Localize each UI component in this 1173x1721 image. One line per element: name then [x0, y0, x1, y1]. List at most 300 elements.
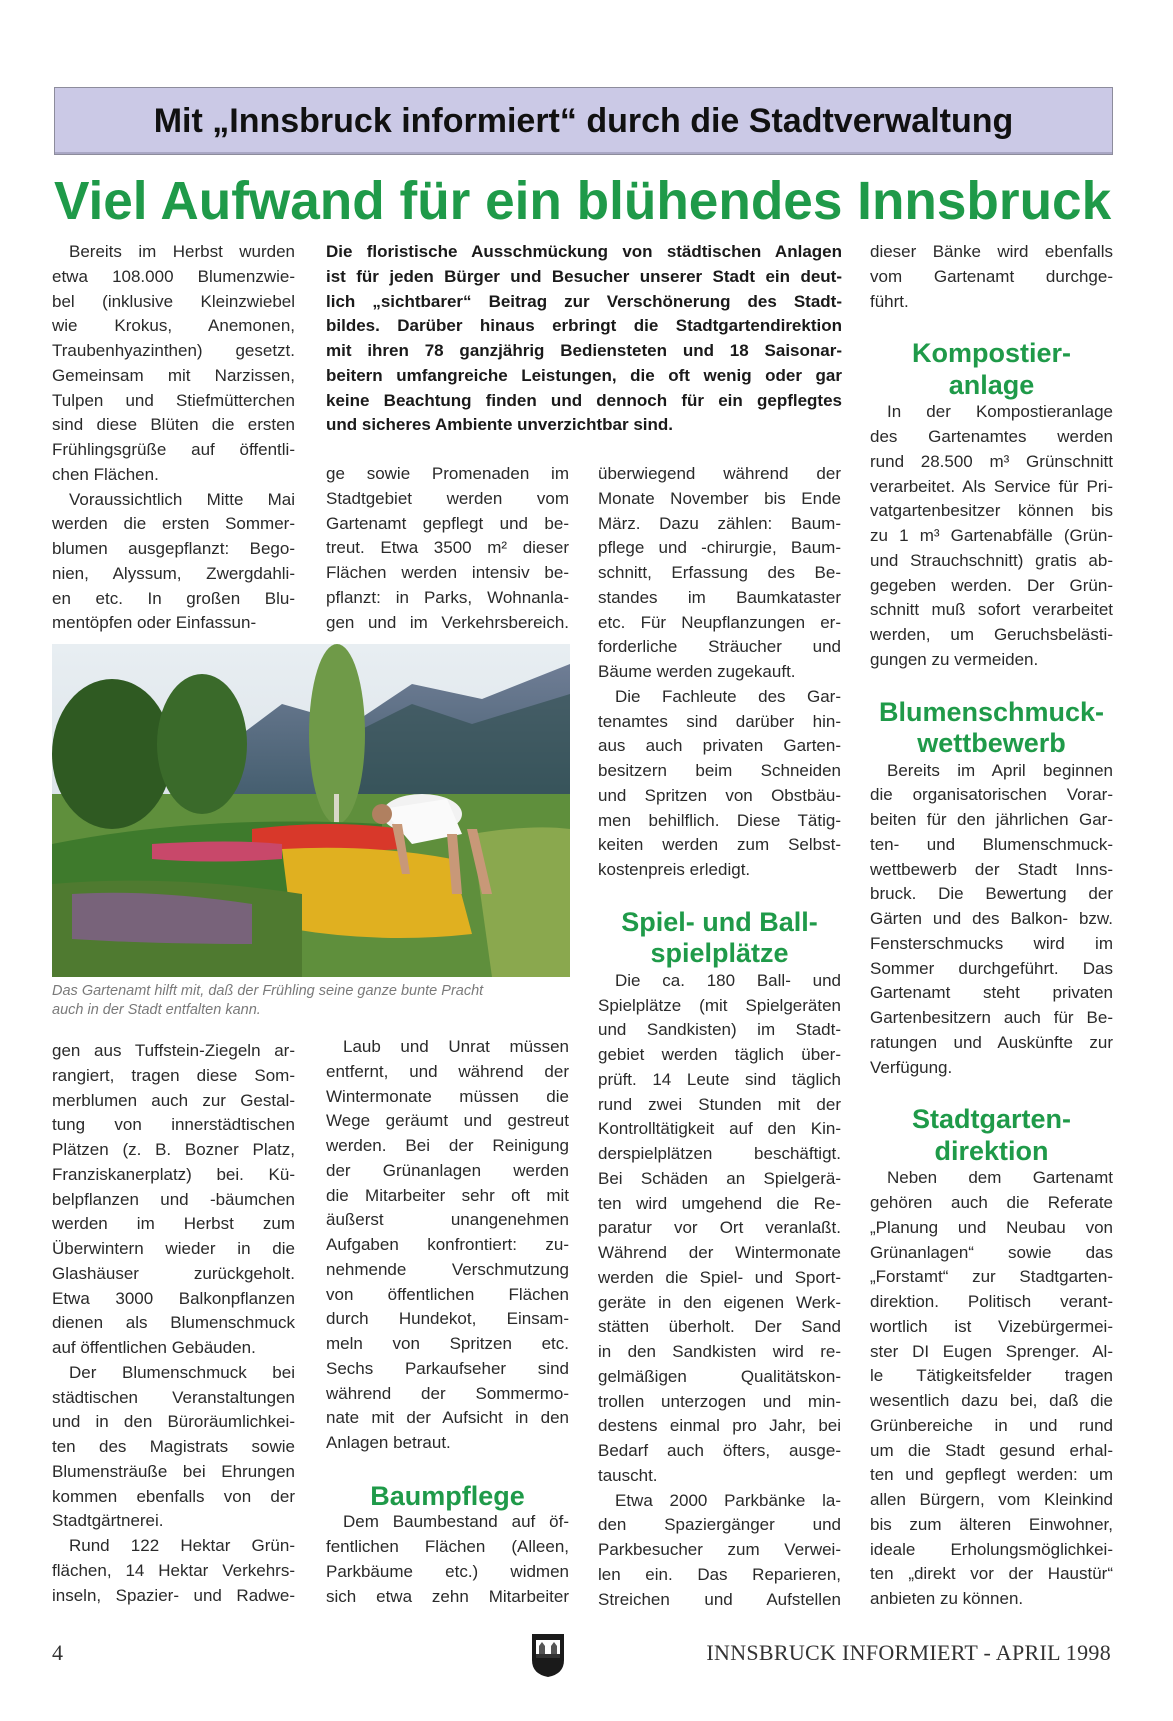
text-line-content: Gartenamt steht privaten [870, 983, 1113, 1003]
text-line-content: blumen ausgepflanzt: Bego- [52, 539, 295, 558]
text-line [598, 1464, 841, 1489]
garden-photo [52, 644, 570, 977]
section-heading-line: Baumpflege [370, 1480, 525, 1511]
text-line-content: beiten für den jährlichen Gar- [870, 810, 1113, 829]
text-line-content: werden die Spiel- und Sport- [598, 1267, 841, 1287]
text-line-content: pflanzt: in Parks, Wohnanla- [326, 587, 569, 607]
text-line-content: Laub und Unrat müssen [343, 1037, 569, 1056]
text-line [870, 1538, 1113, 1563]
paragraph [870, 759, 1113, 1081]
text-line [870, 1562, 1113, 1587]
text-line [598, 1365, 841, 1390]
text-line [52, 1237, 295, 1262]
article-lead [326, 240, 842, 438]
text-line-content: bruck. Die Bewertung der [870, 884, 1113, 904]
paragraph [52, 488, 295, 637]
section-kicker: Mit „Innsbruck informiert“ durch die Stadtverwaltung [153, 101, 1014, 140]
text-line [870, 290, 1113, 315]
text-line [52, 1386, 295, 1411]
text-line-content: ist für jeden Bürger und Besucher unserer Stadt ein deut- [326, 266, 842, 286]
text-line-content: und in den Büroräumlichkei- [52, 1412, 295, 1432]
text-line [598, 512, 841, 537]
text-line [870, 1340, 1113, 1365]
text-line-content: Plätzen (z. B. Bozner Platz, [52, 1140, 295, 1159]
text-line [326, 1085, 569, 1110]
text-line-content: lich „sichtbarer“ Beitrag zur Verschönerung des Stadt- [326, 291, 842, 311]
text-line [870, 623, 1113, 648]
text-line [870, 648, 1113, 673]
text-line [326, 561, 569, 586]
text-line [52, 587, 295, 612]
text-line-content: Wege geräumt und gestreut [326, 1111, 569, 1131]
text-line [52, 1113, 295, 1138]
article-title: Viel Aufwand für ein blühendes Innsbruck [54, 171, 1112, 231]
text-line-content: beitern umfangreiche Leistungen, die oft wenig oder gar [326, 365, 842, 385]
text-line [870, 932, 1113, 957]
text-line-content: ideale Erholungsmöglichkei- [870, 1539, 1113, 1559]
text-line-content: wesentlich dazu bei, daß die [870, 1391, 1113, 1410]
text-line-content: wie Krokus, Anemonen, [52, 316, 295, 336]
text-line-content: dienen als Blumenschmuck [52, 1313, 295, 1333]
text-line [52, 389, 295, 414]
text-line-content: nien, Alyssum, Zwergdahli- [52, 563, 295, 583]
text-line [870, 1315, 1113, 1340]
paragraph [52, 1534, 295, 1608]
text-line-content: zu 1 m³ Gartenabfälle (Grün- [870, 526, 1113, 545]
text-line-content: und Strauchschnitt) gratis ab- [870, 550, 1113, 570]
text-line [598, 1018, 841, 1043]
text-line-content: gen aus Tuffstein-Ziegeln ar- [52, 1041, 295, 1060]
text-line-content: Überwintern wieder in die [52, 1239, 295, 1258]
section-heading [870, 1080, 1113, 1166]
text-line-content: nate mit der Aufsicht in den [326, 1408, 569, 1428]
column-2-bottom [326, 1035, 569, 1609]
text-line-content: tung von innerstädtischen [52, 1115, 295, 1135]
text-line-content: Dem Baumbestand auf öf- [343, 1512, 569, 1532]
text-line [870, 240, 1113, 265]
text-line-content: dieser Bänke wird ebenfalls [870, 242, 1113, 261]
section-heading-line: anlage [948, 369, 1035, 400]
text-line-content: besitzern beim Schneiden [598, 761, 841, 780]
text-line [326, 487, 569, 512]
text-line [870, 1439, 1113, 1464]
text-line [598, 784, 841, 809]
text-line-content: meln von Spritzen etc. [326, 1334, 569, 1353]
text-line-content: Bei Schäden an Spielgerä- [598, 1168, 841, 1188]
text-line-content: Etwa 2000 Parkbänke la- [615, 1490, 841, 1510]
text-line-content: Parkbäume etc.) widmen [326, 1561, 569, 1581]
text-line-content: rangiert, tragen diese Som- [52, 1065, 295, 1085]
text-line-content: bis zum älteren Einwohner, [870, 1514, 1113, 1534]
text-line [598, 710, 841, 735]
text-line [870, 1513, 1113, 1538]
paragraph [598, 462, 841, 685]
text-line [52, 240, 295, 265]
text-line [870, 524, 1113, 549]
text-line [326, 1585, 569, 1610]
text-line [870, 1006, 1113, 1031]
text-line [52, 364, 295, 389]
text-line [870, 450, 1113, 475]
text-line-content: In der Kompostieranlage [887, 402, 1113, 422]
section-heading [870, 314, 1113, 400]
text-line-content: des Gartenamtes werden [870, 427, 1113, 446]
text-line-content: „Planung und Neubau von [870, 1217, 1113, 1237]
text-line [326, 265, 842, 290]
text-line [598, 734, 841, 759]
text-line-content: die Mitarbeiter sehr oft mit [326, 1185, 569, 1205]
text-line-content: bildes. Darüber hinaus erbringt die Stadtgartendirektion [326, 316, 842, 336]
text-line-content: durch Hundekot, Einsam- [326, 1309, 569, 1329]
text-line [870, 1414, 1113, 1439]
text-line [598, 1167, 841, 1192]
text-line-content: Fensterschmucks wird im [870, 933, 1113, 953]
text-line [598, 1068, 841, 1093]
text-line [870, 882, 1113, 907]
text-line [52, 1262, 295, 1287]
text-line [326, 1233, 569, 1258]
text-line [326, 1510, 569, 1535]
text-line-content: werden die ersten Sommer- [52, 514, 295, 534]
text-line-content: prüft. 14 Leute sind täglich [598, 1069, 841, 1089]
text-line [52, 413, 295, 438]
text-line [326, 1560, 569, 1585]
text-line [326, 611, 569, 636]
text-line-content: um die Stadt gesund erhal- [870, 1440, 1113, 1460]
text-line [870, 499, 1113, 524]
text-line-content: ten und gepflegt werden: um [870, 1465, 1113, 1485]
article-title-wrap [54, 170, 1111, 232]
text-line [870, 981, 1113, 1006]
text-line-content: in den Sandkisten wird re- [598, 1342, 841, 1361]
text-line [52, 1435, 295, 1460]
text-line [52, 1163, 295, 1188]
text-line-content: Voraussichtlich Mitte Mai [69, 489, 295, 509]
text-line [52, 512, 295, 537]
text-line-content: der Grünanlagen werden [326, 1160, 569, 1180]
text-line [870, 1241, 1113, 1266]
column-3 [598, 462, 841, 1612]
text-line [326, 1159, 569, 1184]
text-line [870, 265, 1113, 290]
text-line [598, 611, 841, 636]
text-line-content: Gärten und des Balkon- bzw. [870, 909, 1113, 928]
paragraph [598, 685, 841, 883]
text-line [870, 957, 1113, 982]
text-line-content: etc. Für Neupflanzungen er- [598, 612, 841, 632]
text-line-content: Gemeinsam mit Narzissen, [52, 365, 295, 385]
section-heading-line: spielplätze [650, 938, 789, 969]
text-line [326, 462, 569, 487]
text-line [870, 1031, 1113, 1056]
text-line-content: gegeben werden. Der Grün- [870, 575, 1113, 595]
text-line-content: Franziskanerplatz) bei. Kü- [52, 1164, 295, 1184]
text-line-content: während der Sommermo- [326, 1383, 569, 1403]
section-heading [598, 883, 841, 969]
text-line-content: trollen unterzogen und min- [598, 1391, 841, 1411]
text-line [598, 1489, 841, 1514]
text-line-content: und Spritzen von Obstbäu- [598, 785, 841, 805]
text-line-content: tauscht. [598, 1465, 658, 1485]
text-line-content: „Forstamt“ zur Stadtgarten- [870, 1267, 1113, 1287]
paragraph [52, 1361, 295, 1534]
text-line [326, 1431, 569, 1456]
photo-caption [52, 982, 570, 1020]
text-line-content: direktion. Politisch verant- [870, 1292, 1113, 1311]
section-kicker-banner [54, 87, 1113, 155]
publication-footer: INNSBRUCK INFORMIERT - APRIL 1998 [706, 1640, 1111, 1665]
text-line-content: Der Blumenschmuck bei [69, 1362, 295, 1382]
text-line-content: keine Beachtung finden und dennoch für ein gepflegtes [326, 390, 842, 410]
text-line-content: Stadtgebiet werden vom [326, 488, 569, 508]
text-line [52, 1509, 295, 1534]
text-line-content: en etc. In großen Blu- [52, 588, 295, 608]
text-line-content: schnitt, Erfassung des Be- [598, 563, 841, 582]
text-line-content: Bereits im Herbst wurden [69, 242, 295, 261]
text-line [326, 1258, 569, 1283]
section-heading-line: wettbewerb [917, 728, 1066, 758]
paragraph [870, 1166, 1113, 1612]
text-line-content: len ein. Das Reparieren, [598, 1564, 841, 1584]
text-line [870, 907, 1113, 932]
text-line-content: bel (inklusive Kleinzwiebel [52, 291, 295, 311]
text-line-content: Sechs Parkaufseher sind [326, 1358, 569, 1378]
text-line-content: werden im Herbst zum [52, 1214, 295, 1234]
text-line [52, 1361, 295, 1386]
text-line-content: ten- und Blumenschmuck- [870, 834, 1113, 854]
text-line-content: paratur vor Ort veranlaßt. [598, 1218, 841, 1238]
text-line [870, 783, 1113, 808]
text-line [870, 808, 1113, 833]
text-line [598, 586, 841, 611]
text-line [870, 574, 1113, 599]
text-line-content: Neben dem Gartenamt [887, 1168, 1113, 1188]
text-line-content: überwiegend während der [598, 464, 841, 483]
text-line-content: gelmäßigen Qualitätskon- [598, 1366, 841, 1386]
paragraph [870, 240, 1113, 314]
text-line [870, 400, 1113, 425]
text-line-content: rund zwei Stunden mit der [598, 1094, 841, 1114]
text-line-content: vom Gartenamt durchge- [870, 266, 1113, 286]
text-line [326, 1035, 569, 1060]
text-line [598, 1043, 841, 1068]
text-line-content: sich etwa zehn Mitarbeiter [326, 1586, 569, 1606]
text-line [598, 1216, 841, 1241]
text-line [326, 364, 842, 389]
text-line-content: mit ihren 78 ganzjährig Bediensteten und 18 Saisonar- [326, 341, 842, 360]
text-line [52, 1534, 295, 1559]
text-line [598, 1241, 841, 1266]
text-line-content: Blumensträuße bei Ehrungen [52, 1461, 295, 1481]
text-line [326, 1357, 569, 1382]
text-line-content: Gartenamt gepflegt und be- [326, 513, 569, 533]
text-line-content: etwa 108.000 Blumenzwie- [52, 266, 295, 286]
text-line-content: le Tätigkeitsfelder tragen [870, 1366, 1113, 1386]
text-line-content: kostenpreis erledigt. [598, 860, 751, 879]
text-line [52, 314, 295, 339]
text-line-content: und Sandkisten) im Stadt- [598, 1020, 841, 1040]
text-line [52, 1584, 295, 1609]
text-line [598, 1588, 841, 1613]
text-line [52, 1460, 295, 1485]
text-line-content: und sicheres Ambiente unverzichtbar sind. [326, 415, 674, 435]
text-line-content: Die floristische Ausschmückung von städtischen Anlagen [326, 242, 842, 261]
text-line [870, 1364, 1113, 1389]
text-line-content: März. Dazu zählen: Baum- [598, 513, 841, 533]
text-line-content: derspielplätzen beschäftigt. [598, 1144, 841, 1163]
text-line [326, 1134, 569, 1159]
column-1-top [52, 240, 295, 636]
text-line [870, 1587, 1113, 1612]
text-line [870, 858, 1113, 883]
text-line-content: äußerst unangenehmen [326, 1210, 569, 1230]
text-line-content: verarbeitet. Als Service für Pri- [870, 476, 1113, 496]
text-line-content: Während der Wintermonate [598, 1243, 841, 1262]
text-line [326, 1382, 569, 1407]
text-line [326, 1307, 569, 1332]
text-line-content: gehören auch die Referate [870, 1193, 1113, 1212]
text-line [52, 1410, 295, 1435]
text-line [870, 759, 1113, 784]
text-line-content: Frühlingsgrüße auf öffentli- [52, 440, 295, 459]
text-line [870, 549, 1113, 574]
text-line-content: auf öffentlichen Gebäuden. [52, 1338, 256, 1357]
text-line [326, 1208, 569, 1233]
text-line [870, 1488, 1113, 1513]
text-line-content: Monate November bis Ende [598, 488, 841, 508]
text-line-content: gen und im Verkehrsbereich. [326, 612, 569, 632]
column-2-middle [326, 462, 569, 635]
text-line [52, 1188, 295, 1213]
text-line [326, 1535, 569, 1560]
text-line-content: ster DI Eugen Sprenger. Al- [870, 1341, 1113, 1361]
text-line [598, 1439, 841, 1464]
text-line-content: forderliche Sträucher und [598, 637, 841, 657]
paragraph [326, 240, 842, 438]
text-line [598, 1340, 841, 1365]
paragraph [52, 1039, 295, 1361]
text-line-content: Gartenbesitzern auch für Be- [870, 1008, 1113, 1027]
text-line-content: städtischen Veranstaltungen [52, 1387, 295, 1407]
text-line-content: kommen ebenfalls von der [52, 1486, 295, 1506]
text-line-content: den Spaziergänger und [598, 1515, 841, 1535]
text-line [326, 339, 842, 364]
text-line-content: Verfügung. [870, 1057, 953, 1077]
text-line-content: inseln, Spazier- und Radwe- [52, 1585, 295, 1605]
page-number: 4 [52, 1640, 63, 1665]
text-line [598, 536, 841, 561]
paragraph [52, 240, 295, 488]
text-line-content: Rund 122 Hektar Grün- [69, 1536, 295, 1555]
text-line-content: ten „direkt vor der Haustür“ [870, 1564, 1113, 1584]
text-line-content: Anlagen betraut. [326, 1433, 451, 1452]
paragraph [598, 1489, 841, 1613]
text-line [598, 660, 841, 685]
text-line [326, 536, 569, 561]
text-line [870, 1191, 1113, 1216]
text-line [598, 1315, 841, 1340]
text-line-content: wettbewerb der Stadt Inns- [870, 859, 1113, 879]
text-line [598, 1513, 841, 1538]
text-line [598, 561, 841, 586]
text-line [870, 425, 1113, 450]
caption-line: Das Gartenamt hilft mit, daß der Frühling seine ganze bunte Pracht [52, 983, 484, 999]
caption-line: auch in der Stadt entfalten kann. [52, 1002, 261, 1018]
text-line-content: gungen zu vermeiden. [870, 649, 1039, 669]
text-line [598, 462, 841, 487]
text-line-content: Grünanlagen“ sowie das [870, 1242, 1113, 1262]
text-line [52, 562, 295, 587]
text-line-content: stätten überholt. Der Sand [598, 1317, 841, 1337]
text-line [326, 1060, 569, 1085]
text-line [598, 1390, 841, 1415]
text-line-content: wortlich ist Vizebürgermei- [870, 1316, 1113, 1336]
text-line [326, 1109, 569, 1134]
text-line [326, 389, 842, 414]
text-line-content: die organisatorischen Vorar- [870, 785, 1113, 805]
text-line-content: ten wird umgehend die Re- [598, 1193, 841, 1213]
text-line-content: gebiet werden täglich über- [598, 1045, 841, 1064]
text-line-content: keiten werden zum Selbst- [598, 835, 841, 855]
text-line [870, 1166, 1113, 1191]
text-line-content: merblumen auch zur Gestal- [52, 1090, 295, 1110]
text-line-content: Die Fachleute des Gar- [615, 686, 841, 706]
text-line-content: entfernt, und während der [326, 1061, 569, 1081]
text-line-content: Glashäuser zurückgeholt. [52, 1263, 295, 1283]
text-line [326, 240, 842, 265]
text-line-content: Streichen und Aufstellen [598, 1589, 841, 1609]
column-4 [870, 240, 1113, 1612]
text-line [326, 1184, 569, 1209]
text-line-content: ratungen und Auskünfte zur [870, 1032, 1113, 1052]
text-line-content: standes im Baumkataster [598, 587, 841, 607]
text-line [326, 1283, 569, 1308]
text-line [52, 1138, 295, 1163]
text-line [870, 833, 1113, 858]
text-line-content: schnitt muß sofort verarbeitet [870, 600, 1113, 620]
text-line-content: werden, um Geruchsbelästi- [870, 625, 1113, 644]
text-line [52, 438, 295, 463]
text-line [598, 685, 841, 710]
text-line-content: Bereits im April beginnen [887, 760, 1113, 780]
text-line-content: belpflanzen und -bäumchen [52, 1189, 295, 1209]
text-line [870, 1290, 1113, 1315]
text-line [598, 759, 841, 784]
text-line [598, 1563, 841, 1588]
paragraph [326, 1035, 569, 1456]
text-line [598, 858, 841, 883]
text-line-content: rund 28.500 m³ Grünschnitt [870, 451, 1113, 471]
text-line [52, 1559, 295, 1584]
text-line [870, 1389, 1113, 1414]
section-heading-line: Kompostier- [911, 338, 1071, 369]
text-line-content: ge sowie Promenaden im [326, 464, 569, 483]
text-line [52, 290, 295, 315]
text-line [52, 339, 295, 364]
text-line-content: destens einmal pro Jahr, bei [598, 1416, 841, 1436]
text-line-content: ten des Magistrats sowie [52, 1437, 295, 1456]
text-line-content: Etwa 3000 Balkonpflanzen [52, 1288, 295, 1308]
text-line [598, 487, 841, 512]
text-line-content: mentöpfen oder Einfassun- [52, 613, 257, 633]
section-heading-line: direktion [934, 1135, 1049, 1166]
text-line [52, 1039, 295, 1064]
text-line-content: Die ca. 180 Ball- und [615, 970, 841, 990]
section-heading-line: Stadtgarten- [911, 1104, 1071, 1135]
text-line [326, 1406, 569, 1431]
paragraph [326, 462, 569, 635]
text-line-content: vatgartenbesitzer können bis [870, 501, 1113, 521]
